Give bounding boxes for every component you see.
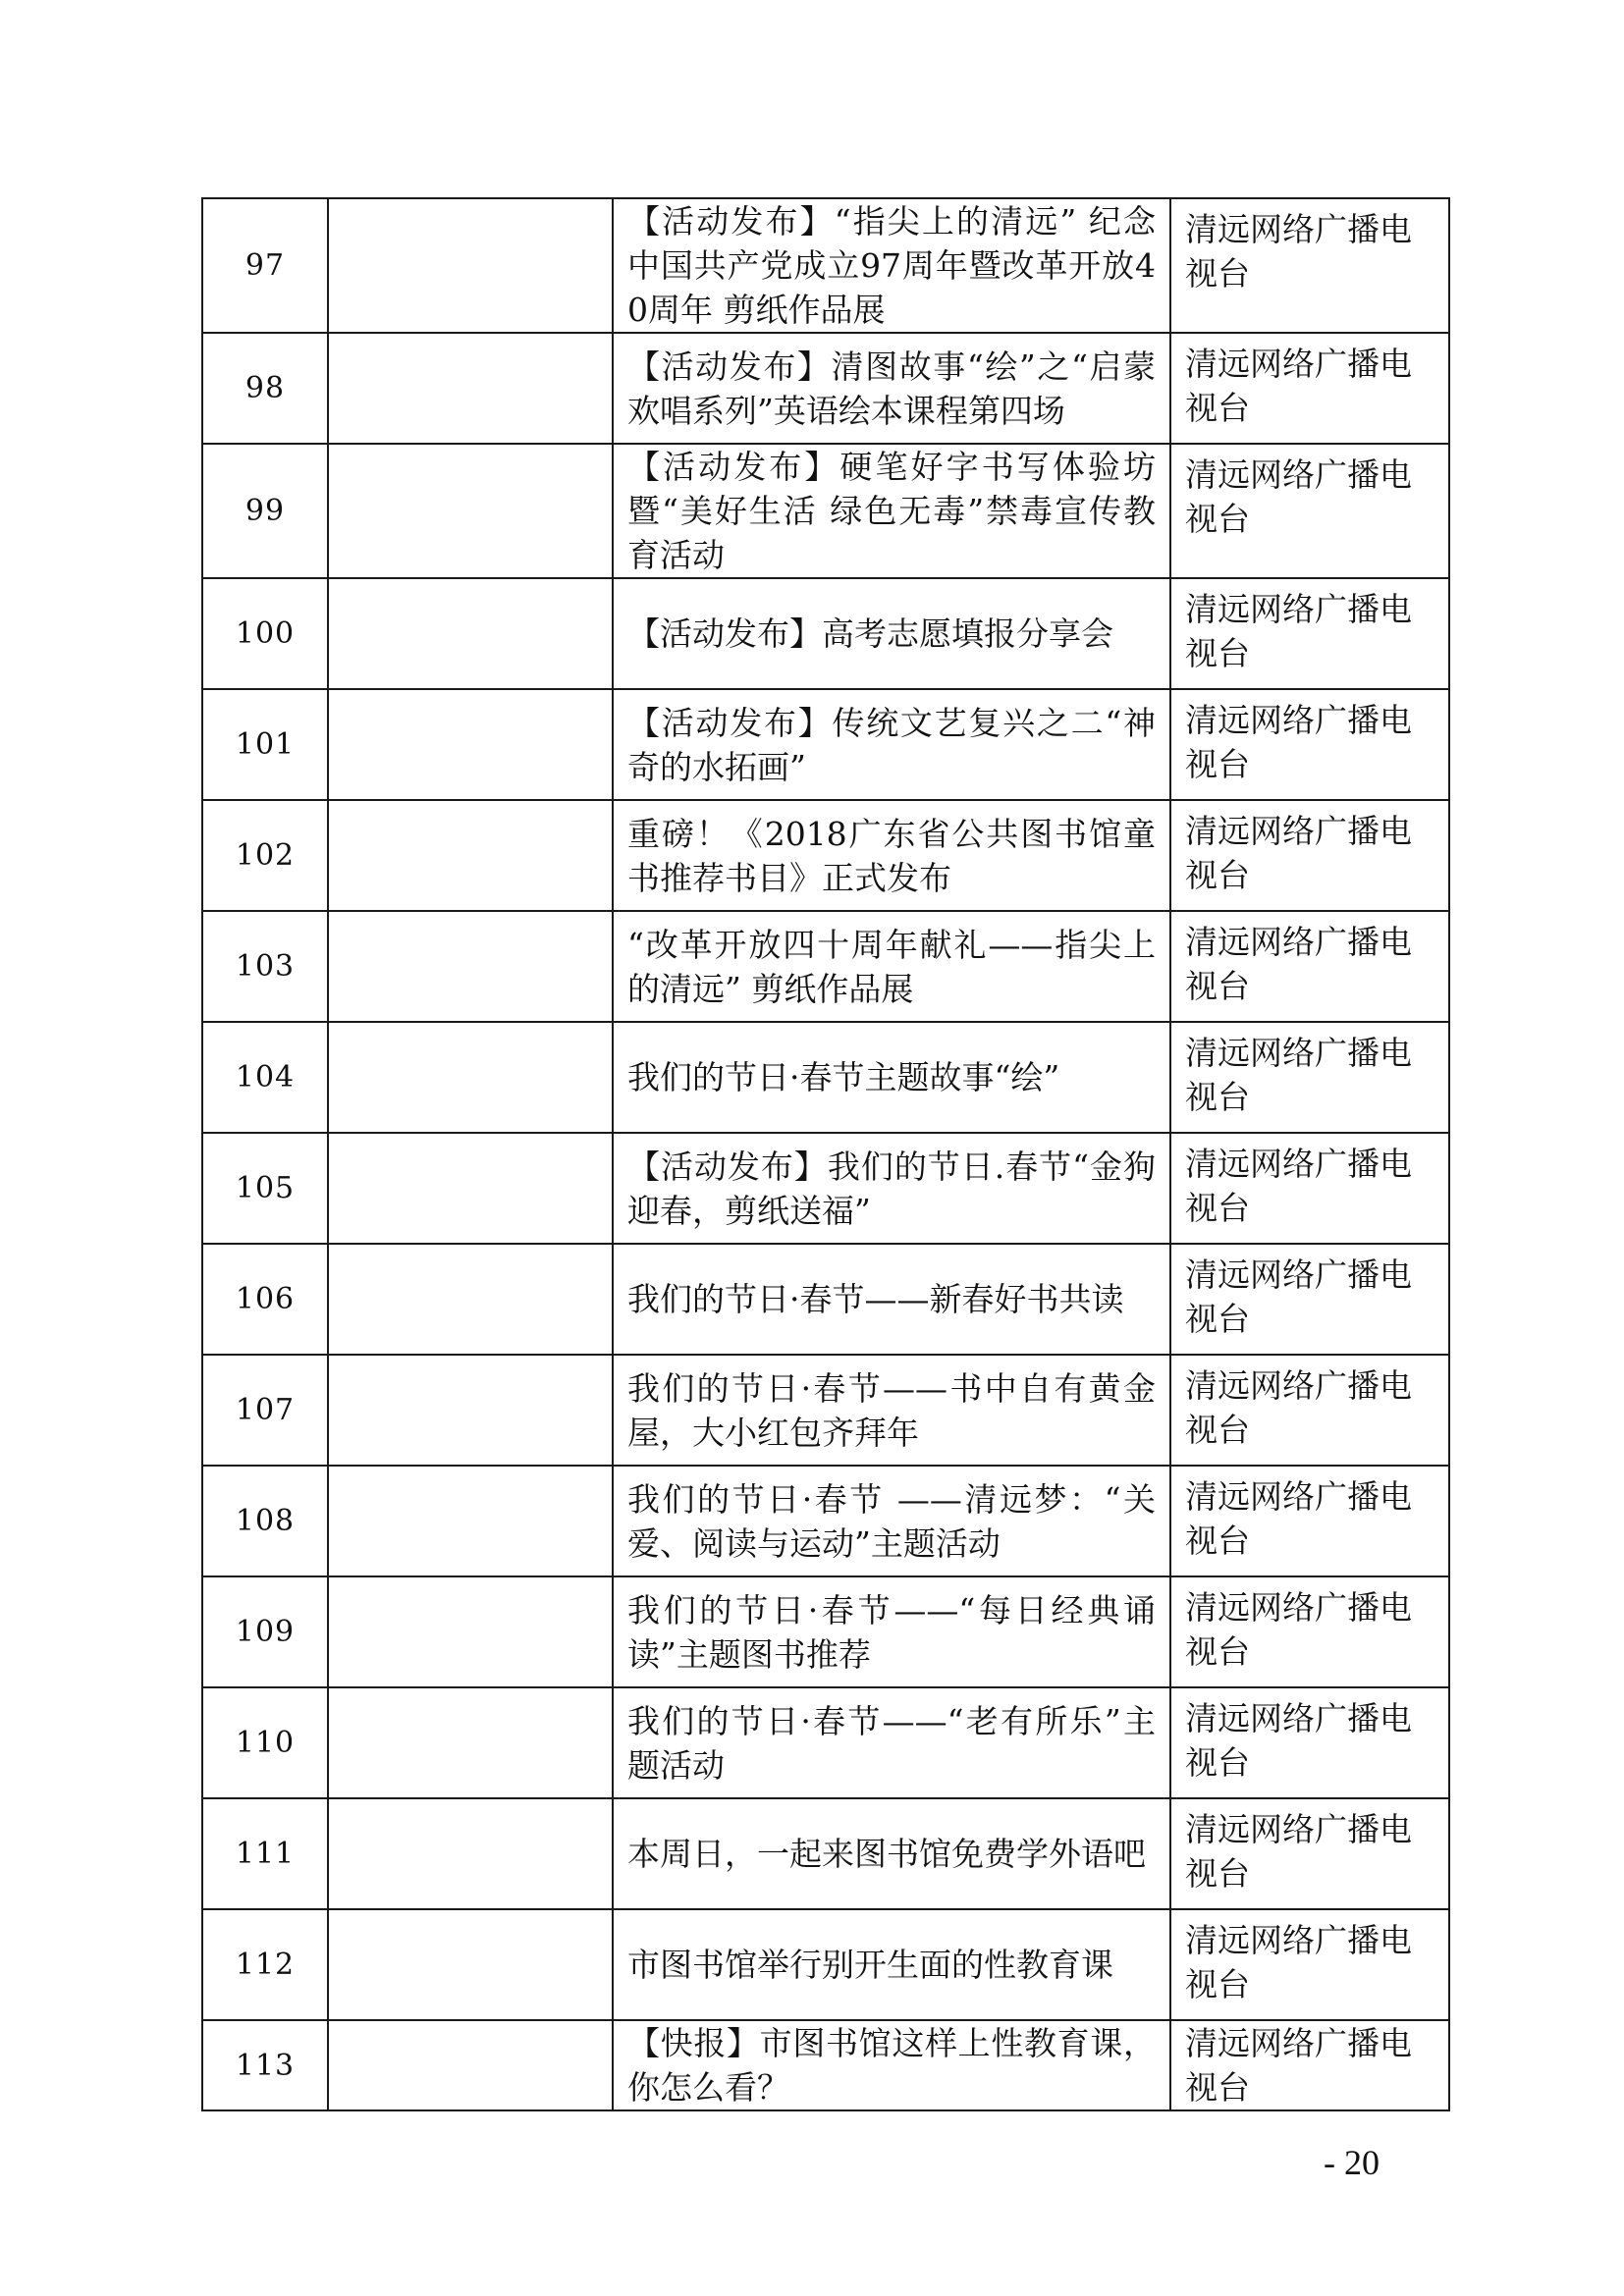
article-title: 本周日，一起来图书馆免费学外语吧 — [613, 1798, 1170, 1909]
article-source: 清远网络广播电视台 — [1185, 1588, 1412, 1671]
row-number: 109 — [202, 1576, 328, 1687]
article-title: 【活动发布】我们的节日.春节“金狗迎春，剪纸送福” — [613, 1133, 1170, 1244]
article-source: 清远网络广播电视台 — [1185, 1477, 1412, 1560]
article-title: 【活动发布】硬笔好字书写体验坊暨“美好生活 绿色无毒”禁毒宣传教育活动 — [613, 444, 1170, 578]
row-number: 113 — [202, 2020, 328, 2110]
source-cell — [1170, 911, 1449, 1022]
row-number: 102 — [202, 800, 328, 911]
table-row — [202, 1133, 1449, 1244]
row-number: 98 — [202, 333, 328, 444]
table-row — [202, 1022, 1449, 1133]
article-title: 【活动发布】“指尖上的清远” 纪念中国共产党成立97周年暨改革开放40周年 剪纸作品展 — [613, 198, 1170, 333]
article-title: 市图书馆举行别开生面的性教育课 — [613, 1909, 1170, 2020]
source-cell — [1170, 1466, 1449, 1576]
blank-cell — [328, 1022, 613, 1133]
blank-cell — [328, 911, 613, 1022]
blank-cell — [328, 1576, 613, 1687]
blank-cell — [328, 1466, 613, 1576]
blank-cell — [328, 333, 613, 444]
row-number: 106 — [202, 1244, 328, 1355]
blank-cell — [328, 2020, 613, 2110]
blank-cell — [328, 1133, 613, 1244]
source-cell — [1170, 1355, 1449, 1466]
blank-cell — [328, 1798, 613, 1909]
article-source: 清远网络广播电视台 — [1185, 701, 1412, 783]
row-number: 104 — [202, 1022, 328, 1133]
table-row — [202, 800, 1449, 911]
article-title: 我们的节日·春节——新春好书共读 — [613, 1244, 1170, 1355]
source-cell — [1170, 333, 1449, 444]
table-row — [202, 2020, 1449, 2110]
article-title: 我们的节日·春节主题故事“绘” — [613, 1022, 1170, 1133]
table-row — [202, 911, 1449, 1022]
article-title: “改革开放四十周年献礼——指尖上的清远” 剪纸作品展 — [613, 911, 1170, 1022]
article-title: 重磅！《2018广东省公共图书馆童书推荐书目》正式发布 — [613, 800, 1170, 911]
row-number: 111 — [202, 1798, 328, 1909]
table-row — [202, 1687, 1449, 1798]
table-row — [202, 198, 1449, 333]
table-row — [202, 1798, 1449, 1909]
article-source: 清远网络广播电视台 — [1185, 590, 1412, 672]
article-source: 清远网络广播电视台 — [1185, 1366, 1412, 1449]
blank-cell — [328, 689, 613, 800]
article-title: 【活动发布】高考志愿填报分享会 — [613, 578, 1170, 689]
blank-cell — [328, 1687, 613, 1798]
table-row — [202, 1244, 1449, 1355]
article-source: 清远网络广播电视台 — [1185, 345, 1412, 427]
article-title: 我们的节日·春节——“每日经典诵读”主题图书推荐 — [613, 1576, 1170, 1687]
article-source: 清远网络广播电视台 — [1185, 1810, 1412, 1893]
article-source: 清远网络广播电视台 — [1185, 1034, 1412, 1116]
news-list-table — [201, 197, 1450, 2111]
source-cell — [1170, 1687, 1449, 1798]
article-source: 清远网络广播电视台 — [1185, 210, 1412, 293]
blank-cell — [328, 1355, 613, 1466]
source-cell — [1170, 1133, 1449, 1244]
table-row — [202, 1909, 1449, 2020]
source-cell — [1170, 1576, 1449, 1687]
source-cell — [1170, 1909, 1449, 2020]
article-source: 清远网络广播电视台 — [1185, 1145, 1412, 1227]
article-source: 清远网络广播电视台 — [1185, 923, 1412, 1005]
row-number: 105 — [202, 1133, 328, 1244]
source-cell — [1170, 1244, 1449, 1355]
article-title: 我们的节日·春节——“老有所乐”主题活动 — [613, 1687, 1170, 1798]
table-row — [202, 444, 1449, 578]
source-cell — [1170, 689, 1449, 800]
blank-cell — [328, 444, 613, 578]
source-cell — [1170, 1022, 1449, 1133]
table-row — [202, 1576, 1449, 1687]
source-cell — [1170, 2020, 1449, 2110]
table-row — [202, 1355, 1449, 1466]
blank-cell — [328, 198, 613, 333]
article-source: 清远网络广播电视台 — [1185, 2024, 1412, 2107]
article-source: 清远网络广播电视台 — [1185, 812, 1412, 894]
row-number: 107 — [202, 1355, 328, 1466]
blank-cell — [328, 1244, 613, 1355]
article-title: 【活动发布】传统文艺复兴之二“神奇的水拓画” — [613, 689, 1170, 800]
source-cell — [1170, 578, 1449, 689]
source-cell — [1170, 444, 1449, 578]
article-source: 清远网络广播电视台 — [1185, 1255, 1412, 1338]
article-title: 我们的节日·春节——书中自有黄金屋，大小红包齐拜年 — [613, 1355, 1170, 1466]
source-cell — [1170, 800, 1449, 911]
row-number: 100 — [202, 578, 328, 689]
table-row — [202, 1466, 1449, 1576]
article-source: 清远网络广播电视台 — [1185, 1921, 1412, 2003]
article-title: 我们的节日·春节 ——清远梦：“关爱、阅读与运动”主题活动 — [613, 1466, 1170, 1576]
row-number: 110 — [202, 1687, 328, 1798]
source-cell — [1170, 1798, 1449, 1909]
page-number: - 20 — [1324, 2143, 1380, 2182]
row-number: 103 — [202, 911, 328, 1022]
blank-cell — [328, 1909, 613, 2020]
article-source: 清远网络广播电视台 — [1185, 1699, 1412, 1782]
blank-cell — [328, 578, 613, 689]
article-title: 【快报】市图书馆这样上性教育课，你怎么看？ — [613, 2020, 1170, 2110]
blank-cell — [328, 800, 613, 911]
source-cell — [1170, 198, 1449, 333]
article-title: 【活动发布】清图故事“绘”之“启蒙欢唱系列”英语绘本课程第四场 — [613, 333, 1170, 444]
row-number: 99 — [202, 444, 328, 578]
table-row — [202, 578, 1449, 689]
row-number: 101 — [202, 689, 328, 800]
article-source: 清远网络广播电视台 — [1185, 455, 1412, 538]
row-number: 97 — [202, 198, 328, 333]
table-row — [202, 689, 1449, 800]
row-number: 108 — [202, 1466, 328, 1576]
table-row — [202, 333, 1449, 444]
row-number: 112 — [202, 1909, 328, 2020]
